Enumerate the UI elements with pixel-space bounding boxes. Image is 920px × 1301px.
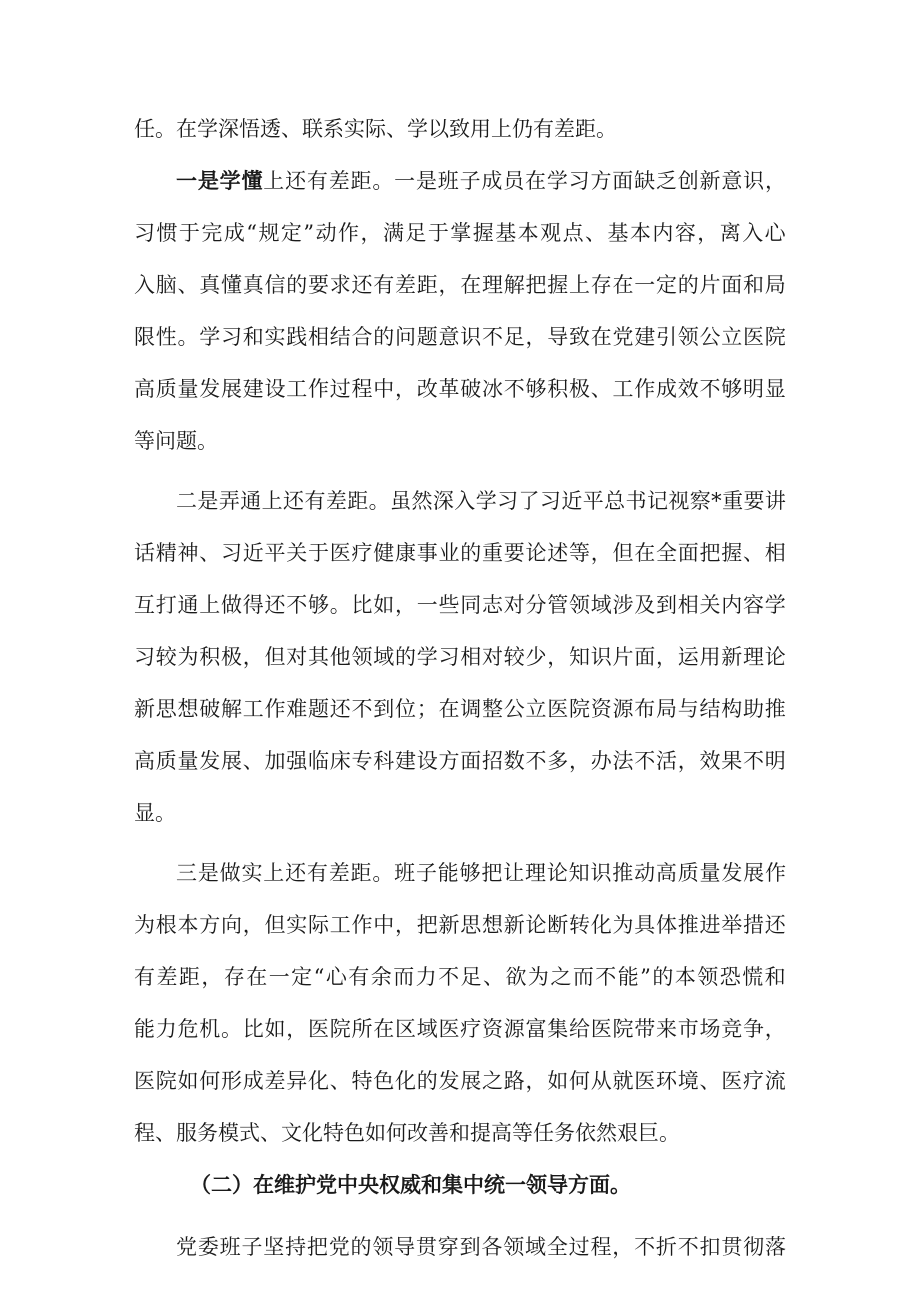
text-line: 话 精 神 、 习 近 平 关 于 医 疗 健 康 事 业 的 重 要 论 述 等 ， 但 在 全 面 把 握 、 相 (134, 541, 786, 565)
text-line: 一 是 学 懂 上 还 有 差 距 。 一 是 班 子 成 员 在 学 习 方 面 缺 乏 创 新 意 识 ， (176, 168, 786, 193)
text-line: 医 院 如 何 形 成 差 异 化 、 特 色 化 的 发 展 之 路 ， 如 何 从 就 医 环 境 、 医 疗 流 (134, 1069, 786, 1093)
text-line: 限 性 。 学 习 和 实 践 相 结 合 的 问 题 意 识 不 足 ， 导 致 在 党 建 引 领 公 立 医 院 (134, 325, 786, 349)
text-line: （二）在维护党中央权威和集中统一领导方面。 (190, 1172, 631, 1197)
text-line: 党 委 班 子 坚 持 把 党 的 领 导 贯 穿 到 各 领 域 全 过 程 ， 不 折 不 扣 贯 彻 落 (176, 1235, 786, 1259)
text-line: 高 质 量 发 展 建 设 工 作 过 程 中 ， 改 革 破 冰 不 够 积 极 、 工 作 成 效 不 够 明 显 (134, 377, 786, 401)
text-line: 三 是 做 实 上 还 有 差 距 。 班 子 能 够 把 让 理 论 知 识 推 动 高 质 量 发 展 作 (176, 861, 786, 885)
text-line: 高 质 量 发 展 、 加 强 临 床 专 科 建 设 方 面 招 数 不 多 ， 办 法 不 活 ， 效 果 不 明 (134, 749, 786, 773)
text-line: 习 惯 于 完 成 “ 规 定 ” 动 作 ， 满 足 于 掌 握 基 本 观 点 、 基 本 内 容 ， 离 入 心 (134, 221, 786, 245)
text-line: 能 力 危 机 。 比 如 ， 医 院 所 在 区 域 医 疗 资 源 富 集 给 医 院 带 来 市 场 竞 争 ， (134, 1017, 786, 1041)
text-line: 有 差 距 ， 存 在 一 定 “ 心 有 余 而 力 不 足 、 欲 为 之 而 不 能 ” 的 本 领 恐 慌 和 (134, 965, 786, 989)
text-line: 程、服务模式、文化特色如何改善和提高等任务依然艰巨。 (134, 1121, 680, 1145)
text-line: 等问题。 (134, 429, 218, 453)
text-line: 习 较 为 积 极 ， 但 对 其 他 领 域 的 学 习 相 对 较 少 ， 知 识 片 面 ， 运 用 新 理 论 (134, 645, 786, 669)
text-line: 新 思 想 破 解 工 作 难 题 还 不 到 位 ； 在 调 整 公 立 医 院 资 源 布 局 与 结 构 助 推 (134, 697, 786, 721)
text-line: 任。在学深悟透、联系实际、学以致用上仍有差距。 (134, 117, 617, 141)
text-line: 为 根 本 方 向 ， 但 实 际 工 作 中 ， 把 新 思 想 新 论 断 转 化 为 具 体 推 进 举 措 还 (134, 913, 786, 937)
text-line: 入 脑 、 真 懂 真 信 的 要 求 还 有 差 距 ， 在 理 解 把 握 上 存 在 一 定 的 片 面 和 局 (134, 273, 786, 297)
text-line: 显。 (134, 801, 176, 825)
text-line: 二 是 弄 通 上 还 有 差 距 。 虽 然 深 入 学 习 了 习 近 平 总 书 记 视 察 * 重 要 讲 (176, 489, 786, 513)
text-line: 互 打 通 上 做 得 还 不 够 。 比 如 ， 一 些 同 志 对 分 管 领 域 涉 及 到 相 关 内 容 学 (134, 593, 786, 617)
